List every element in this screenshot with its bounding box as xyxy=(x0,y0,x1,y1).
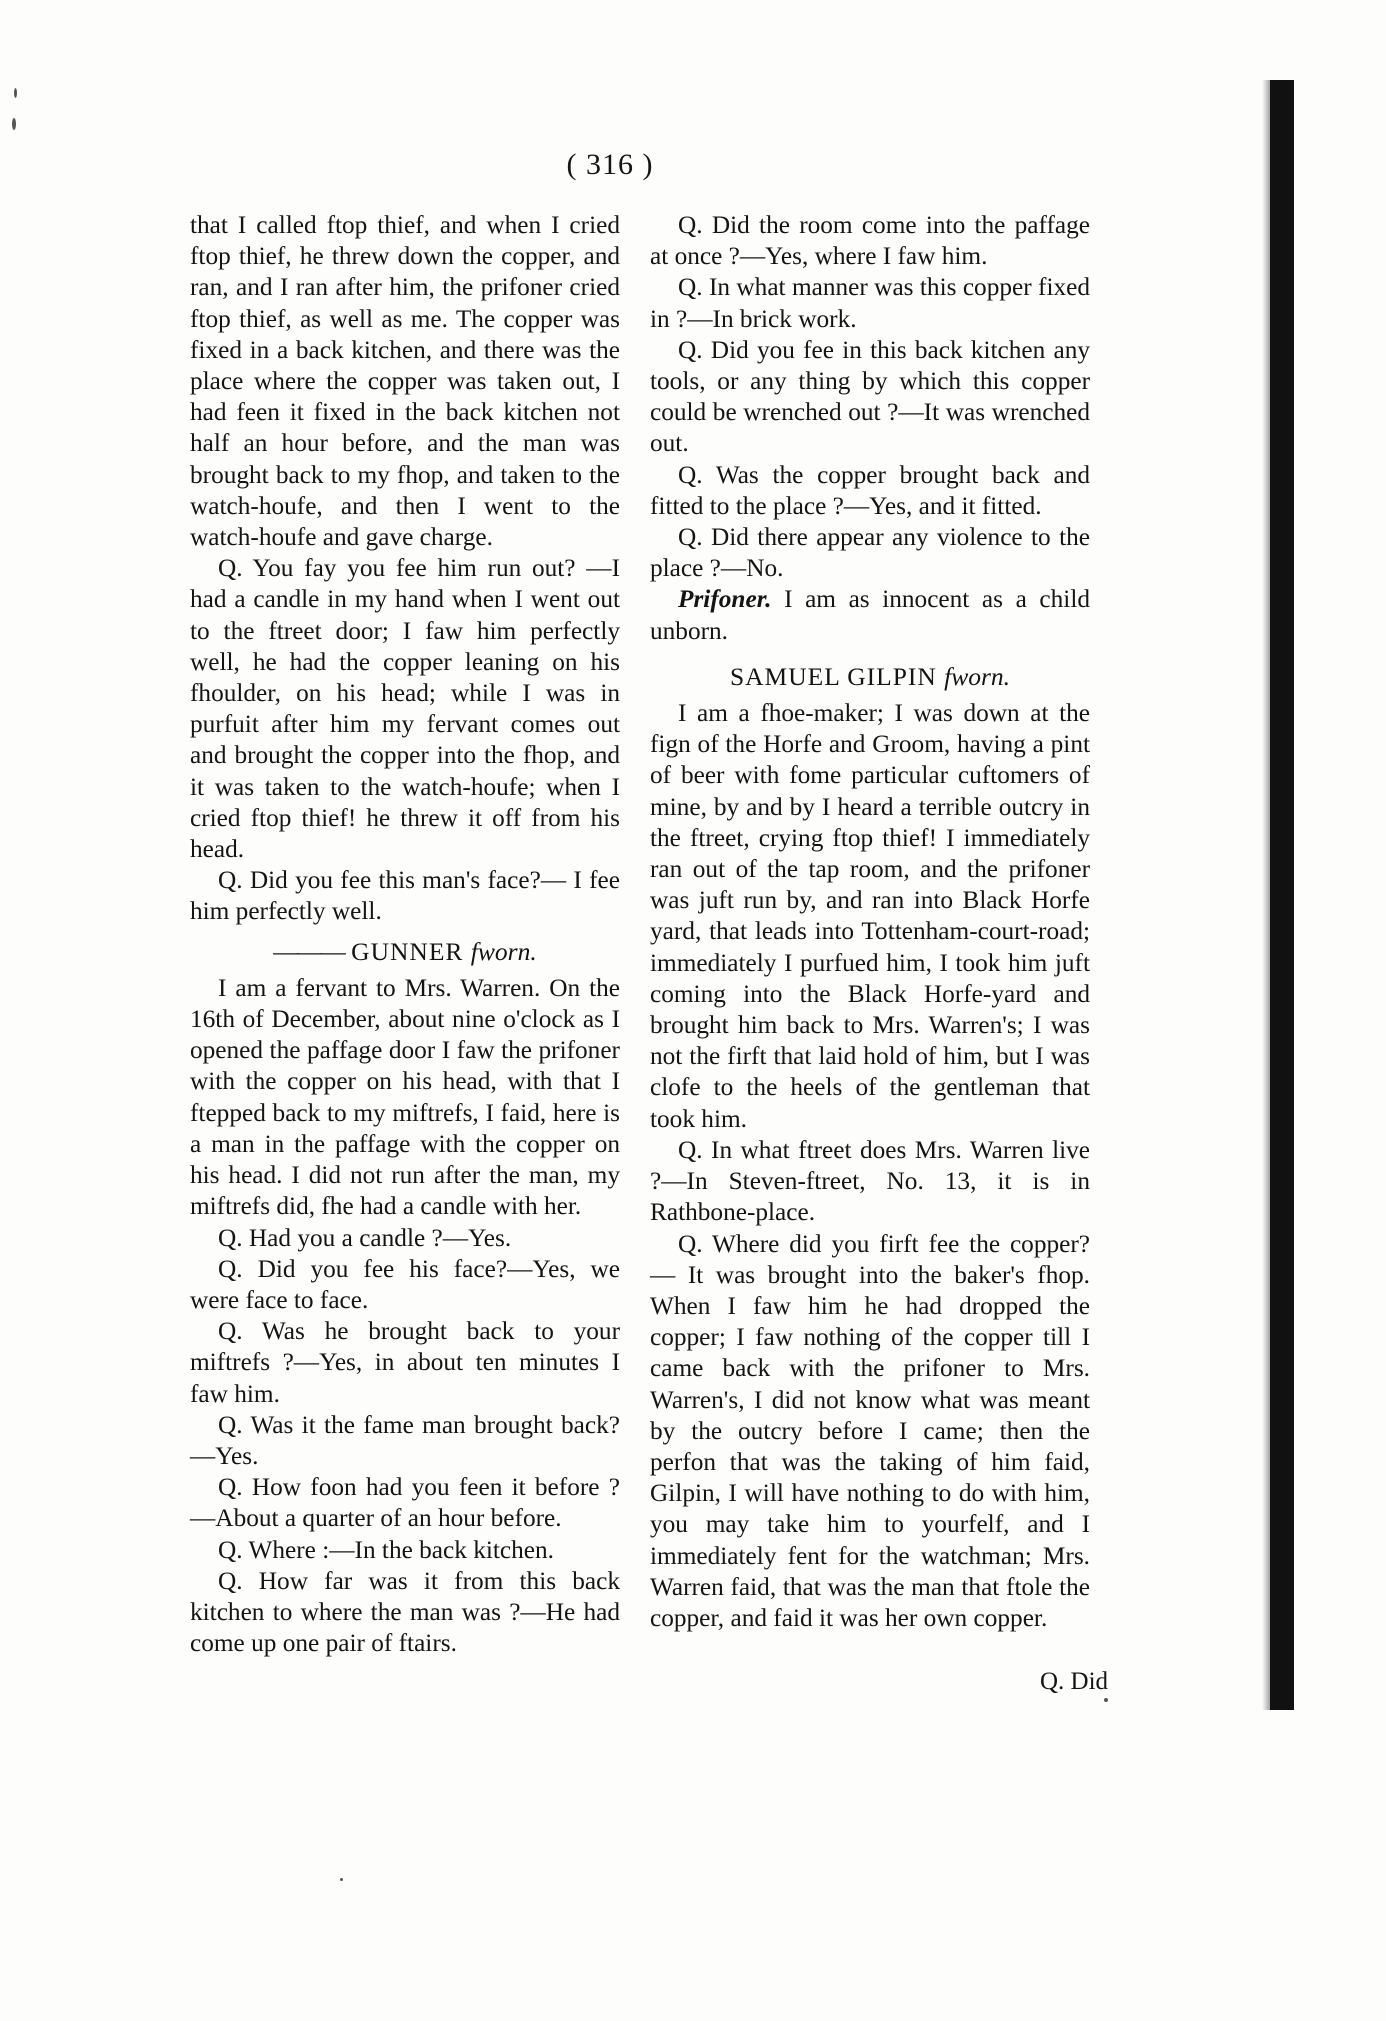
question-paragraph: Q. Did you fee this man's face?— I fee him perfectly well. xyxy=(190,866,620,926)
catchword: Q. Did xyxy=(1040,1668,1109,1695)
question-paragraph: Q. Had you a candle ?—Yes. xyxy=(218,1223,512,1252)
right-column xyxy=(650,210,1090,1634)
ink-speck xyxy=(340,1878,343,1881)
ink-speck xyxy=(1104,1698,1108,1702)
sworn-label: fworn. xyxy=(944,661,1011,691)
sworn-label: fworn. xyxy=(470,936,537,966)
question-paragraph: Q. Did the room come into the paffage at once ?—Yes, where I faw him. xyxy=(650,211,1090,271)
page-number: ( 316 ) xyxy=(566,148,654,181)
speaker-label: Prifoner. xyxy=(678,585,772,614)
witness-name: SAMUEL GILPIN xyxy=(729,661,937,691)
question-paragraph: Q. In what manner was this copper fixed in ?—In brick work. xyxy=(650,273,1090,333)
question-paragraph: Q. Was he brought back to your miftrefs ?—Yes, in about ten minutes I faw him. xyxy=(190,1317,620,1408)
ink-speck xyxy=(14,88,17,98)
question-paragraph: Q. How far was it from this back kitchen to where the man was ?—He had come up one pair of ftairs. xyxy=(190,1566,620,1658)
prisoner-statement xyxy=(650,584,1090,646)
question-paragraph: Q. In what ftreet does Mrs. Warren live ?—In Steven-ftreet, No. 13, it is in Rathbone-place. xyxy=(650,1135,1090,1227)
question-paragraph: Q. Where :—In the back kitchen. xyxy=(218,1535,554,1564)
binding-shadow xyxy=(1270,80,1294,1710)
ink-speck xyxy=(12,118,16,130)
question-paragraph: Q. Did there appear any violence to the place ?—No. xyxy=(650,523,1090,583)
question-paragraph: Q. Was it the fame man brought back? —Yes. xyxy=(190,1410,620,1470)
left-column xyxy=(190,210,620,1659)
statement-text: I am as innocent as a child unborn. xyxy=(650,585,1090,645)
testimony-paragraph: I am a fhoe-maker; I was down at the fign of the Horfe and Groom, having a pint of beer with fome particular cuftomers of mine, by and by I heard a terrible outcry in the ftreet, crying ftop thief! I immediately ran out of the tap room, and the prifoner was juft run by, and ran into Black Horfe yard, that leads into Tottenham-court-road; immediately I purfued him, I took him juft coming into the Black Horfe-yard and brought him back to Mrs. Warren's; I was not the firft that laid hold of him, but I was clofe to the heels of the gentleman that took him. xyxy=(650,699,1090,1133)
question-paragraph: Q. You fay you fee him run out? —I had a candle in my hand when I went out to the ftreet door; I faw him perfectly well, he had the copper leaning on his fhoulder, on his head; while I was in purfuit after him my fervant comes out and brought the copper into the fhop, and it was taken to the watch-houfe; when I cried ftop thief! he threw it off from his head. xyxy=(190,554,620,864)
paragraph: that I called ftop thief, and when I cried ftop thief, he threw down the copper, and ran, and I ran after him, the prifoner cried ftop thief, as well as me. The copper was fixed in a back kitchen, and there was the place where the copper was taken out, I had feen it fixed in the back kitchen not half an hour before, and the man was brought back to my fhop, and taken to the watch-houfe, and then I went to the watch-houfe and gave charge. xyxy=(190,211,620,552)
question-paragraph: Q. How foon had you feen it before ? —About a quarter of an hour before. xyxy=(190,1473,620,1533)
witness-heading xyxy=(190,936,620,967)
question-paragraph: Q. Was the copper brought back and fitted to the place ?—Yes, and it fitted. xyxy=(650,460,1090,520)
witness-name: GUNNER xyxy=(351,936,464,966)
question-paragraph: Q. Did you fee his face?—Yes, we were face to face. xyxy=(190,1254,620,1314)
witness-heading xyxy=(650,661,1090,692)
question-paragraph: Q. Did you fee in this back kitchen any tools, or any thing by which this copper could be wrenched out ?—It was wrenched out. xyxy=(650,335,1090,458)
question-paragraph: Q. Where did you firft fee the copper? — It was brought into the baker's fhop. When I faw him he had dropped the copper; I faw nothing of the copper till I came back with the prifoner to Mrs. Warren's, I did not know what was meant by the outcry before I came; then the perfon that was the taking of him faid, Gilpin, I will have nothing to do with him, you may take him to yourfelf, and I immediately fent for the watchman; Mrs. Warren faid, that was the man that ftole the copper, and faid it was her own copper. xyxy=(650,1229,1090,1632)
testimony-paragraph: I am a fervant to Mrs. Warren. On the 16th of December, about nine o'clock as I opened the paffage door I faw the prifoner with the copper on his head, with that I ftepped back to my miftrefs, I faid, here is a man in the paffage with the copper on his head. I did not run after the man, my miftrefs did, fhe had a candle with her. xyxy=(190,973,620,1221)
heading-dash: ——— xyxy=(273,936,344,966)
